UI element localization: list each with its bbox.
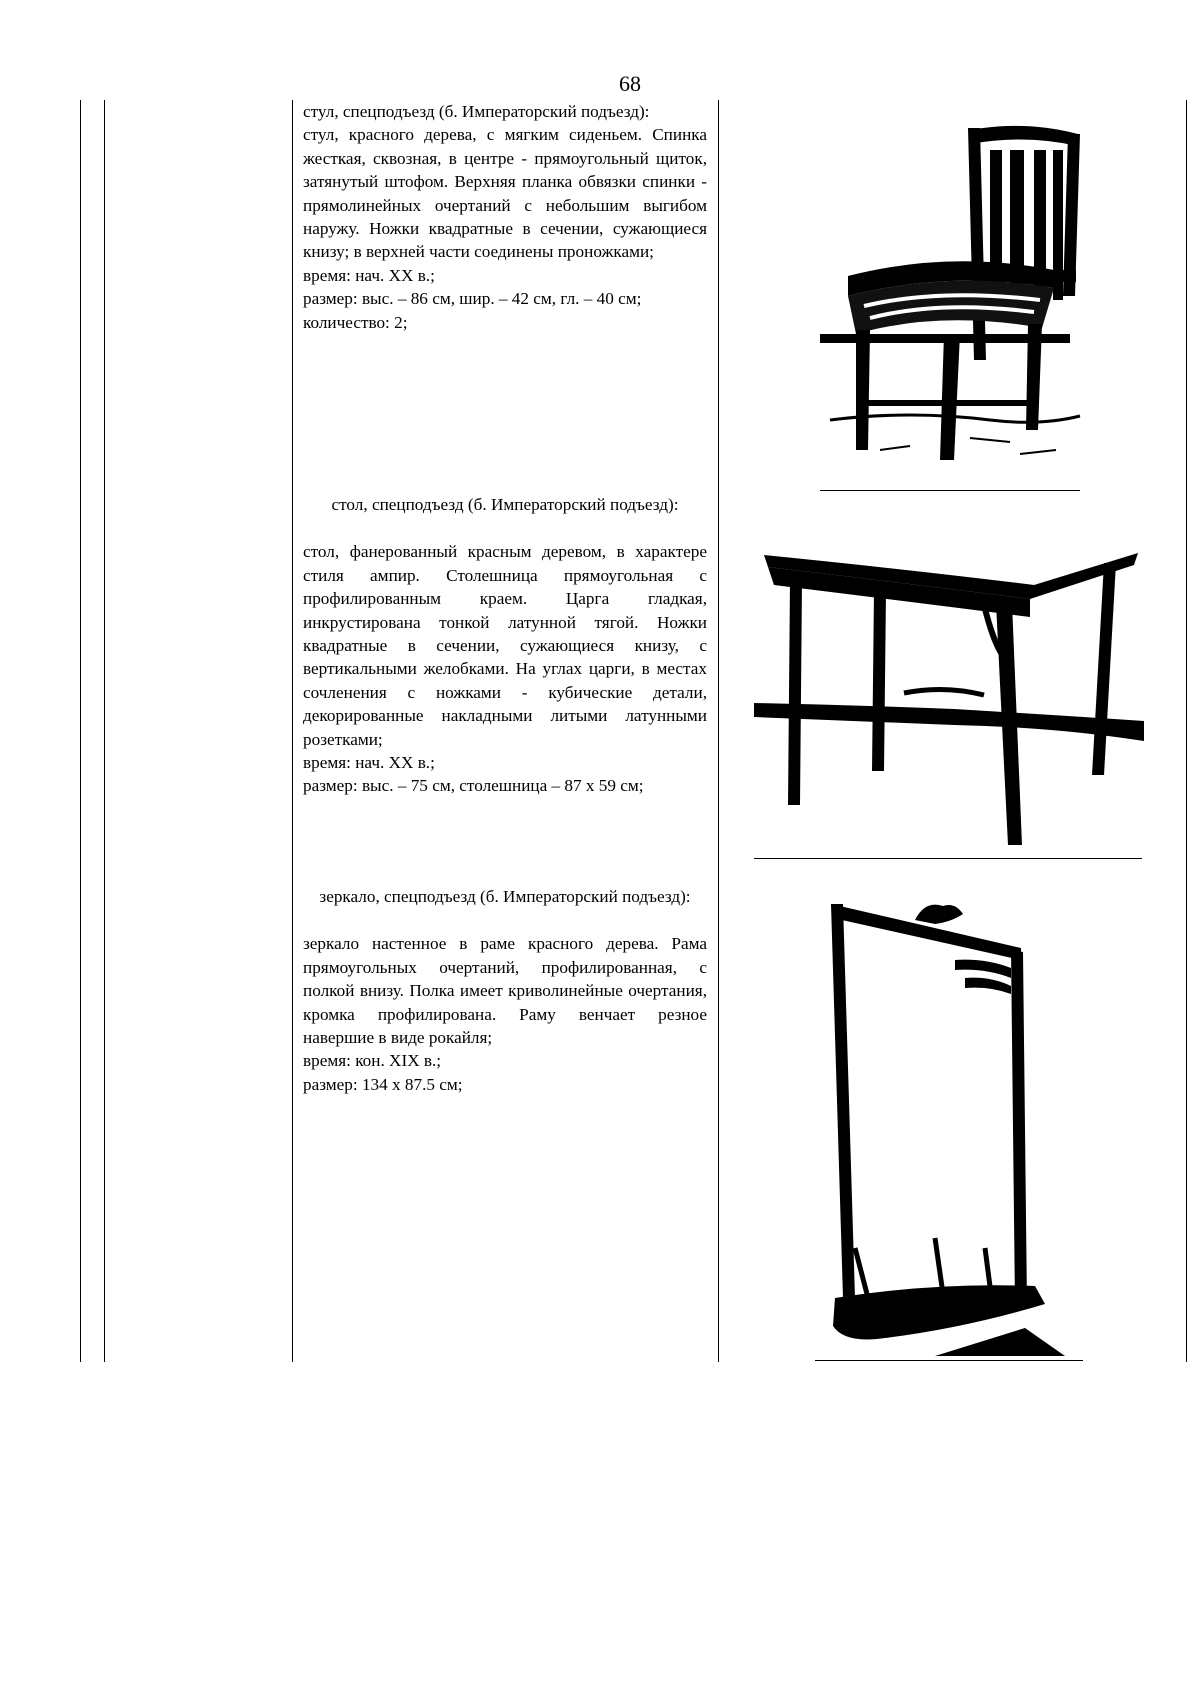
entry-size: размер: выс. – 75 см, столешница – 87 х 59 см; xyxy=(303,776,644,796)
entry-heading: стул, спецподъезд (б. Императорский подъезд): xyxy=(303,102,650,121)
table-column-divider xyxy=(292,100,293,1362)
entry-description: стул, красного дерева, с мягким сиденьем. Спинка жесткая, сквозная, в центре - прямоугольный щиток, затянутый штофом. Верхняя планка обвязки спинки - прямолинейных очертаний с небольшим выгибом наружу. Ножки квадратные в сечении, сужающиеся книзу; в верхней части соединены проножками; xyxy=(303,125,707,262)
entry-size: размер: выс. – 86 см, шир. – 42 см, гл. – 40 см; xyxy=(303,289,642,309)
entry-chair xyxy=(303,100,707,334)
table-border-left-inner xyxy=(104,100,105,1362)
mirror-photo-baseline xyxy=(815,1360,1083,1361)
entry-description: зеркало настенное в раме красного дерева. Рама прямоугольных очертаний, профилированная, с полкой внизу. Полка имеет криволинейные очертания, кромка профилирована. Раму венчает резное навершие в виде рокайля; xyxy=(303,934,707,1048)
entry-quantity: количество: 2; xyxy=(303,312,408,332)
table-photo xyxy=(754,545,1144,845)
chair-photo-baseline xyxy=(820,490,1080,491)
entry-time: время: нач. XX в.; xyxy=(303,265,435,285)
page-number: 68 xyxy=(619,71,641,96)
table-photo-baseline xyxy=(754,858,1142,859)
entry-description: стол, фанерованный красным деревом, в характере стиля ампир. Столешница прямоугольная с профилированным краем. Царга гладкая, инкрустирована тонкой латунной тягой. Ножки квадратные в сечении, сужающиеся книзу, с вертикальными желобками. На углах царги, в местах сочленения с ножками - кубические детали, декорированные накладными литыми латунными розетками; xyxy=(303,542,707,749)
entry-heading: зеркало, спецподъезд (б. Императорский подъезд): xyxy=(319,887,691,906)
entry-time: время: кон. XIX в.; xyxy=(303,1051,442,1071)
entry-table xyxy=(303,493,707,798)
table-border-right xyxy=(1186,100,1187,1362)
mirror-photo xyxy=(815,898,1095,1358)
entry-size: размер: 134 х 87.5 см; xyxy=(303,1074,463,1094)
table-border-left-outer xyxy=(80,100,81,1362)
table-column-divider-photo xyxy=(718,100,719,1362)
entry-mirror xyxy=(303,885,707,1096)
entry-heading: стол, спецподъезд (б. Императорский подъезд): xyxy=(331,495,679,514)
chair-photo xyxy=(820,120,1090,490)
entry-time: время: нач. XX в.; xyxy=(303,753,435,773)
